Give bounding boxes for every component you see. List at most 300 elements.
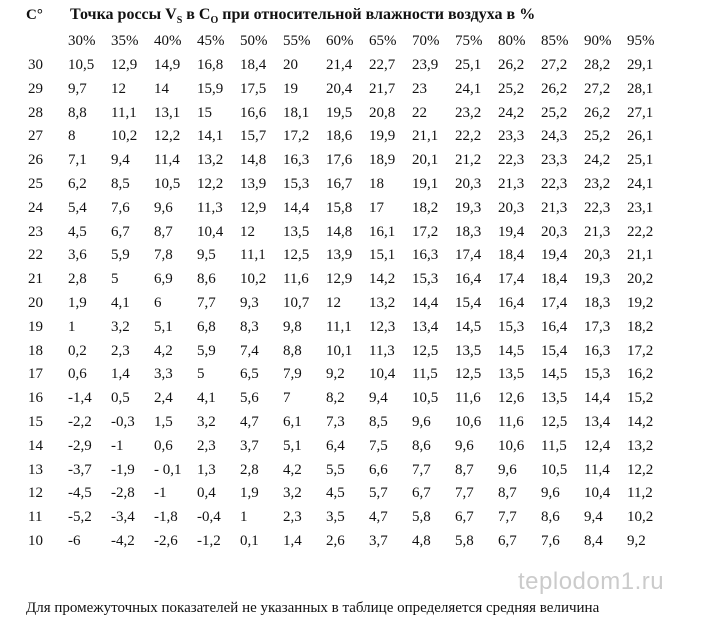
dew-point-cell: 28,1 [627, 80, 654, 97]
dew-point-cell: 16,7 [326, 175, 353, 192]
dew-point-cell: 8,7 [154, 223, 173, 240]
dew-point-cell: 24,3 [541, 128, 568, 145]
humidity-header: 50% [240, 33, 268, 49]
table-row [0, 54, 719, 78]
dew-point-cell: 3,6 [68, 247, 87, 264]
dew-point-cell: 10,5 [154, 175, 181, 192]
dew-point-cell: 2,3 [111, 342, 130, 359]
dew-point-cell: 11,4 [584, 461, 610, 478]
dew-point-cell: 20 [283, 57, 298, 73]
dew-point-cell: 12 [240, 223, 255, 240]
dew-point-cell: 14,9 [154, 57, 181, 73]
humidity-header-row [0, 30, 719, 52]
dew-point-cell: 1,3 [197, 461, 216, 478]
corner-label: C° [26, 7, 43, 23]
dew-point-cell: 5,4 [68, 199, 87, 216]
dew-point-cell: 10,4 [584, 485, 611, 502]
dew-point-cell: 12,9 [240, 199, 267, 216]
row-temperature: 17 [28, 366, 43, 383]
dew-point-cell: -0,3 [111, 413, 135, 430]
dew-point-cell: 7,9 [283, 366, 302, 383]
dew-point-cell: 8,6 [412, 437, 431, 454]
row-temperature: 14 [28, 437, 43, 454]
dew-point-cell: 6,2 [68, 175, 87, 192]
dew-point-cell: 0,6 [154, 437, 173, 454]
dew-point-cell: 1,5 [154, 413, 173, 430]
dew-point-cell: -1 [111, 437, 124, 454]
dew-point-cell: 27,2 [541, 57, 568, 73]
dew-point-cell: 7 [283, 390, 291, 407]
table-title-row [26, 4, 716, 26]
row-temperature: 30 [28, 57, 43, 73]
dew-point-cell: 18,2 [412, 199, 439, 216]
table-row [0, 149, 719, 173]
row-temperature: 27 [28, 128, 43, 145]
dew-point-cell: 3,3 [154, 366, 173, 383]
dew-point-cell: 23,9 [412, 57, 439, 73]
dew-point-cell: 13,5 [498, 366, 525, 383]
dew-point-cell: 25,2 [498, 80, 525, 97]
dew-point-cell: 7,6 [111, 199, 130, 216]
dew-point-cell: 17,2 [627, 342, 654, 359]
humidity-header: 95% [627, 33, 655, 49]
humidity-header: 45% [197, 33, 225, 49]
dew-point-cell: 7,5 [369, 437, 388, 454]
dew-point-cell: 11,5 [412, 366, 438, 383]
dew-point-cell: 1,4 [283, 532, 302, 549]
dew-point-cell: 24,1 [455, 80, 482, 97]
dew-point-cell: 23,3 [541, 152, 568, 169]
dew-point-cell: 5,9 [197, 342, 216, 359]
dew-point-cell: 8,5 [111, 175, 130, 192]
dew-point-cell: 22,3 [498, 152, 525, 169]
dew-point-cell: 9,4 [111, 152, 130, 169]
dew-point-cell: 14,1 [197, 128, 224, 145]
dew-point-cell: 8 [68, 128, 76, 145]
dew-point-cell: 11,6 [283, 271, 309, 288]
dew-point-cell: 14,4 [584, 390, 611, 407]
dew-point-cell: 26,2 [584, 104, 611, 121]
dew-point-cell: 12,2 [197, 175, 224, 192]
dew-point-cell: 12,2 [627, 461, 654, 478]
dew-point-cell: -4,2 [111, 532, 135, 549]
dew-point-cell: 6 [154, 294, 162, 311]
dew-point-cell: 13,1 [154, 104, 181, 121]
dew-point-cell: 14,4 [412, 294, 439, 311]
dew-point-cell: 6,8 [197, 318, 216, 335]
dew-point-cell: 11,3 [197, 199, 223, 216]
dew-point-cell: 15,9 [197, 80, 224, 97]
dew-point-cell: 15,4 [455, 294, 482, 311]
humidity-header: 40% [154, 33, 182, 49]
dew-point-cell: 4,5 [326, 485, 345, 502]
dew-point-cell: 6,1 [283, 413, 302, 430]
dew-point-cell: 9,4 [584, 509, 603, 526]
dew-point-cell: 4,7 [369, 509, 388, 526]
dew-point-cell: 16,8 [197, 57, 224, 73]
dew-point-cell: 16,4 [541, 318, 568, 335]
dew-point-cell: 10,2 [240, 271, 267, 288]
row-temperature: 15 [28, 413, 43, 430]
dew-point-cell: 15,8 [326, 199, 353, 216]
dew-point-cell: 13,9 [240, 175, 267, 192]
dew-point-cell: 16,3 [412, 247, 439, 264]
dew-point-cell: 17,5 [240, 80, 267, 97]
dew-point-cell: 19,9 [369, 128, 396, 145]
dew-point-cell: 10,2 [627, 509, 654, 526]
dew-point-cell: 18,1 [283, 104, 310, 121]
dew-point-cell: 10,7 [283, 294, 310, 311]
dew-point-cell: 21,3 [498, 175, 525, 192]
dew-point-cell: 6,7 [455, 509, 474, 526]
dew-point-cell: 18,4 [498, 247, 525, 264]
dew-point-cell: 9,3 [240, 294, 259, 311]
row-temperature: 28 [28, 104, 43, 121]
dew-point-cell: 22,3 [584, 199, 611, 216]
humidity-header: 80% [498, 33, 526, 49]
dew-point-cell: 16,4 [498, 294, 525, 311]
dew-point-cell: 7,6 [541, 532, 560, 549]
dew-point-cell: - 0,1 [154, 461, 182, 478]
dew-point-cell: 9,7 [68, 80, 87, 97]
dew-point-cell: 18,9 [369, 152, 396, 169]
dew-point-cell: 21,4 [326, 57, 353, 73]
dew-point-cell: 21,3 [541, 199, 568, 216]
dew-point-cell: 1,9 [240, 485, 259, 502]
dew-point-cell: 11,1 [240, 247, 266, 264]
dew-point-cell: 22,3 [541, 175, 568, 192]
dew-point-cell: 4,7 [240, 413, 259, 430]
dew-point-cell: 27,2 [584, 80, 611, 97]
dew-point-cell: 1,9 [68, 294, 87, 311]
dew-point-cell: 19,3 [584, 271, 611, 288]
dew-point-cell: 8,5 [369, 413, 388, 430]
dew-point-cell: 17,2 [283, 128, 310, 145]
humidity-header: 75% [455, 33, 483, 49]
dew-point-cell: 14,5 [541, 366, 568, 383]
dew-point-cell: 12,5 [541, 413, 568, 430]
dew-point-cell: 17,6 [326, 152, 353, 169]
dew-point-cell: 19 [283, 80, 298, 97]
dew-point-cell: 3,7 [369, 532, 388, 549]
dew-point-cell: 12,5 [455, 366, 482, 383]
dew-point-cell: 2,6 [326, 532, 345, 549]
dew-point-cell: 2,4 [154, 390, 173, 407]
dew-point-cell: 18,3 [584, 294, 611, 311]
dew-point-cell: 22 [412, 104, 427, 121]
dew-point-cell: 8,7 [498, 485, 517, 502]
dew-point-cell: -0,4 [197, 509, 221, 526]
dew-point-cell: 12,3 [369, 318, 396, 335]
dew-point-cell: -2,6 [154, 532, 178, 549]
row-temperature: 22 [28, 247, 43, 264]
table-row [0, 102, 719, 126]
dew-point-cell: 18,4 [541, 271, 568, 288]
dew-point-cell: 20,3 [584, 247, 611, 264]
table-row [0, 244, 719, 268]
dew-point-cell: 9,2 [627, 532, 646, 549]
dew-point-cell: 12,9 [111, 57, 138, 73]
dew-point-cell: 15,7 [240, 128, 267, 145]
dew-point-cell: 14,2 [627, 413, 654, 430]
dew-point-cell: 14,8 [326, 223, 353, 240]
dew-point-cell: 5,5 [326, 461, 345, 478]
dew-point-cell: 17,4 [541, 294, 568, 311]
dew-point-cell: 5 [197, 366, 205, 383]
table-row [0, 506, 719, 530]
dew-point-cell: 14,2 [369, 271, 396, 288]
dew-point-cell: 12 [111, 80, 126, 97]
dew-point-cell: 22,2 [455, 128, 482, 145]
dew-point-cell: 8,6 [541, 509, 560, 526]
dew-point-cell: 13,9 [326, 247, 353, 264]
dew-point-cell: 27,1 [627, 104, 654, 121]
table-row [0, 125, 719, 149]
dew-point-cell: 10,2 [111, 128, 138, 145]
dew-point-cell: 11,2 [627, 485, 653, 502]
dew-point-cell: -1,9 [111, 461, 135, 478]
dew-point-cell: 7,8 [154, 247, 173, 264]
row-temperature: 24 [28, 199, 43, 216]
dew-point-cell: 7,3 [326, 413, 345, 430]
dew-point-cell: 12,6 [498, 390, 525, 407]
dew-point-cell: 19,5 [326, 104, 353, 121]
dew-point-cell: 11,4 [154, 152, 180, 169]
dew-point-cell: 11,1 [326, 318, 352, 335]
dew-point-cell: 15 [197, 104, 212, 121]
dew-point-cell: 13,4 [584, 413, 611, 430]
row-temperature: 29 [28, 80, 43, 97]
dew-point-cell: 11,6 [498, 413, 524, 430]
dew-point-cell: 1 [68, 318, 76, 335]
dew-point-cell: 10,5 [541, 461, 568, 478]
dew-point-cell: 18,6 [326, 128, 353, 145]
row-temperature: 26 [28, 152, 43, 169]
dew-point-cell: 0,2 [68, 342, 87, 359]
dew-point-cell: 3,2 [111, 318, 130, 335]
dew-point-cell: 10,6 [498, 437, 525, 454]
dew-point-cell: 7,7 [197, 294, 216, 311]
dew-point-cell: 15,3 [498, 318, 525, 335]
dew-point-cell: 21,1 [412, 128, 439, 145]
humidity-header: 90% [584, 33, 612, 49]
dew-point-cell: 23,1 [627, 199, 654, 216]
dew-point-cell: 4,1 [197, 390, 216, 407]
row-temperature: 11 [28, 509, 43, 526]
dew-point-cell: 14 [154, 80, 169, 97]
table-row [0, 221, 719, 245]
dew-point-cell: 16,6 [240, 104, 267, 121]
dew-point-cell: 6,7 [498, 532, 517, 549]
table-row [0, 387, 719, 411]
dew-point-cell: 19,1 [412, 175, 439, 192]
title-mid: в C [182, 6, 211, 23]
dew-point-cell: 6,5 [240, 366, 259, 383]
row-temperature: 16 [28, 390, 43, 407]
dew-point-cell: 16,1 [369, 223, 396, 240]
dew-point-cell: 29,1 [627, 57, 654, 73]
dew-point-cell: 21,2 [455, 152, 482, 169]
table-row [0, 340, 719, 364]
dew-point-cell: 5,7 [369, 485, 388, 502]
dew-point-cell: 6,7 [111, 223, 130, 240]
dew-point-cell: 26,2 [498, 57, 525, 73]
dew-point-cell: 18 [369, 175, 384, 192]
dew-point-cell: -1 [154, 485, 167, 502]
dew-point-cell: 12,9 [326, 271, 353, 288]
dew-point-cell: 13,5 [455, 342, 482, 359]
dew-point-cell: 26,2 [541, 80, 568, 97]
dew-point-cell: 13,5 [541, 390, 568, 407]
dew-point-cell: 0,5 [111, 390, 130, 407]
dew-point-cell: 5,8 [455, 532, 474, 549]
dew-point-cell: 23,2 [455, 104, 482, 121]
dew-point-cell: 9,6 [412, 413, 431, 430]
dew-point-cell: 15,2 [627, 390, 654, 407]
table-row [0, 292, 719, 316]
dew-point-cell: 22,2 [627, 223, 654, 240]
dew-point-cell: 26,1 [627, 128, 654, 145]
dew-point-cell: 5,1 [283, 437, 302, 454]
dew-point-cell: 3,5 [326, 509, 345, 526]
dew-point-cell: 9,6 [498, 461, 517, 478]
dew-point-cell: -1,8 [154, 509, 178, 526]
dew-point-cell: 20,8 [369, 104, 396, 121]
dew-point-cell: 7,7 [412, 461, 431, 478]
table-row [0, 78, 719, 102]
dew-point-cell: 7,7 [455, 485, 474, 502]
dew-point-cell: 1,4 [111, 366, 130, 383]
dew-point-cell: 9,6 [455, 437, 474, 454]
row-temperature: 23 [28, 223, 43, 240]
dew-point-cell: 9,5 [197, 247, 216, 264]
dew-point-cell: 5,8 [412, 509, 431, 526]
footer-note: Для промежуточных показателей не указанных в таблице определяется средняя величина [26, 600, 600, 616]
dew-point-cell: 9,4 [369, 390, 388, 407]
dew-point-cell: 15,3 [283, 175, 310, 192]
dew-point-cell: 9,8 [283, 318, 302, 335]
dew-point-cell: -1,2 [197, 532, 221, 549]
dew-point-cell: 13,2 [627, 437, 654, 454]
dew-point-cell: 11,3 [369, 342, 395, 359]
dew-point-cell: -5,2 [68, 509, 92, 526]
table-row [0, 435, 719, 459]
dew-point-cell: 13,5 [283, 223, 310, 240]
dew-point-cell: 21,1 [627, 247, 654, 264]
dew-point-cell: 10,1 [326, 342, 353, 359]
title-sub-o: O [210, 15, 219, 27]
dew-point-cell: 23,2 [584, 175, 611, 192]
dew-point-cell: 23 [412, 80, 427, 97]
dew-point-cell: 5,1 [154, 318, 173, 335]
row-temperature: 19 [28, 318, 43, 335]
dew-point-cell: 8,2 [326, 390, 345, 407]
row-temperature: 18 [28, 342, 43, 359]
dew-point-cell: 28,2 [584, 57, 611, 73]
dew-point-cell: 11,1 [111, 104, 137, 121]
dew-point-cell: 8,7 [455, 461, 474, 478]
dew-point-cell: 17,4 [455, 247, 482, 264]
dew-point-table-body [0, 54, 719, 554]
table-row [0, 363, 719, 387]
dew-point-cell: 24,1 [627, 175, 654, 192]
dew-point-cell: 11,6 [455, 390, 481, 407]
dew-point-cell: 19,4 [498, 223, 525, 240]
title-prefix: Точка россы V [70, 6, 177, 23]
dew-point-cell: 8,8 [68, 104, 87, 121]
dew-point-cell: 8,3 [240, 318, 259, 335]
dew-point-cell: 2,8 [68, 271, 87, 288]
dew-point-cell: 6,7 [412, 485, 431, 502]
watermark: teplodom1.ru [518, 568, 665, 595]
table-row [0, 173, 719, 197]
humidity-header: 35% [111, 33, 139, 49]
dew-point-cell: 8,8 [283, 342, 302, 359]
dew-point-cell: 25,2 [584, 128, 611, 145]
dew-point-cell: 7,1 [68, 152, 87, 169]
dew-point-cell: 9,2 [326, 366, 345, 383]
dew-point-cell: 18,2 [627, 318, 654, 335]
humidity-header: 85% [541, 33, 569, 49]
dew-point-cell: 2,8 [240, 461, 259, 478]
row-temperature: 12 [28, 485, 43, 502]
dew-point-cell: 24,2 [498, 104, 525, 121]
title-sub-s: S [176, 15, 183, 27]
dew-point-cell: 13,4 [412, 318, 439, 335]
dew-point-cell: 0,6 [68, 366, 87, 383]
dew-point-cell: 6,6 [369, 461, 388, 478]
dew-point-cell: 13,2 [197, 152, 224, 169]
dew-point-cell: 16,4 [455, 271, 482, 288]
dew-point-cell: 14,5 [498, 342, 525, 359]
dew-point-cell: 17,2 [412, 223, 439, 240]
dew-point-cell: 4,2 [283, 461, 302, 478]
row-temperature: 21 [28, 271, 43, 288]
dew-point-cell: 20,3 [498, 199, 525, 216]
dew-point-cell: 19,3 [455, 199, 482, 216]
dew-point-cell: 20,4 [326, 80, 353, 97]
dew-point-cell: 12,5 [412, 342, 439, 359]
humidity-header: 70% [412, 33, 440, 49]
table-title [70, 6, 536, 27]
humidity-header: 60% [326, 33, 354, 49]
dew-point-cell: -2,8 [111, 485, 135, 502]
dew-point-cell: 0,1 [240, 532, 259, 549]
dew-point-cell: 16,3 [283, 152, 310, 169]
dew-point-cell: -6 [68, 532, 81, 549]
dew-point-cell: 9,6 [541, 485, 560, 502]
dew-point-cell: 7,7 [498, 509, 517, 526]
dew-point-cell: 13,2 [369, 294, 396, 311]
dew-point-cell: 14,5 [455, 318, 482, 335]
dew-point-cell: 19,2 [627, 294, 654, 311]
dew-point-cell: 17 [369, 199, 384, 216]
dew-point-cell: 3,7 [240, 437, 259, 454]
dew-point-cell: 4,8 [412, 532, 431, 549]
dew-point-cell: 15,3 [412, 271, 439, 288]
dew-point-cell: 25,1 [627, 152, 654, 169]
dew-point-cell: 4,5 [68, 223, 87, 240]
dew-point-cell: 0,4 [197, 485, 216, 502]
dew-point-cell: 3,2 [283, 485, 302, 502]
dew-point-cell: 10,4 [369, 366, 396, 383]
dew-point-cell: 8,4 [584, 532, 603, 549]
dew-point-cell: 6,9 [154, 271, 173, 288]
dew-point-cell: 1 [240, 509, 248, 526]
dew-point-cell: 21,7 [369, 80, 396, 97]
dew-point-cell: 4,1 [111, 294, 130, 311]
dew-point-cell: 23,3 [498, 128, 525, 145]
